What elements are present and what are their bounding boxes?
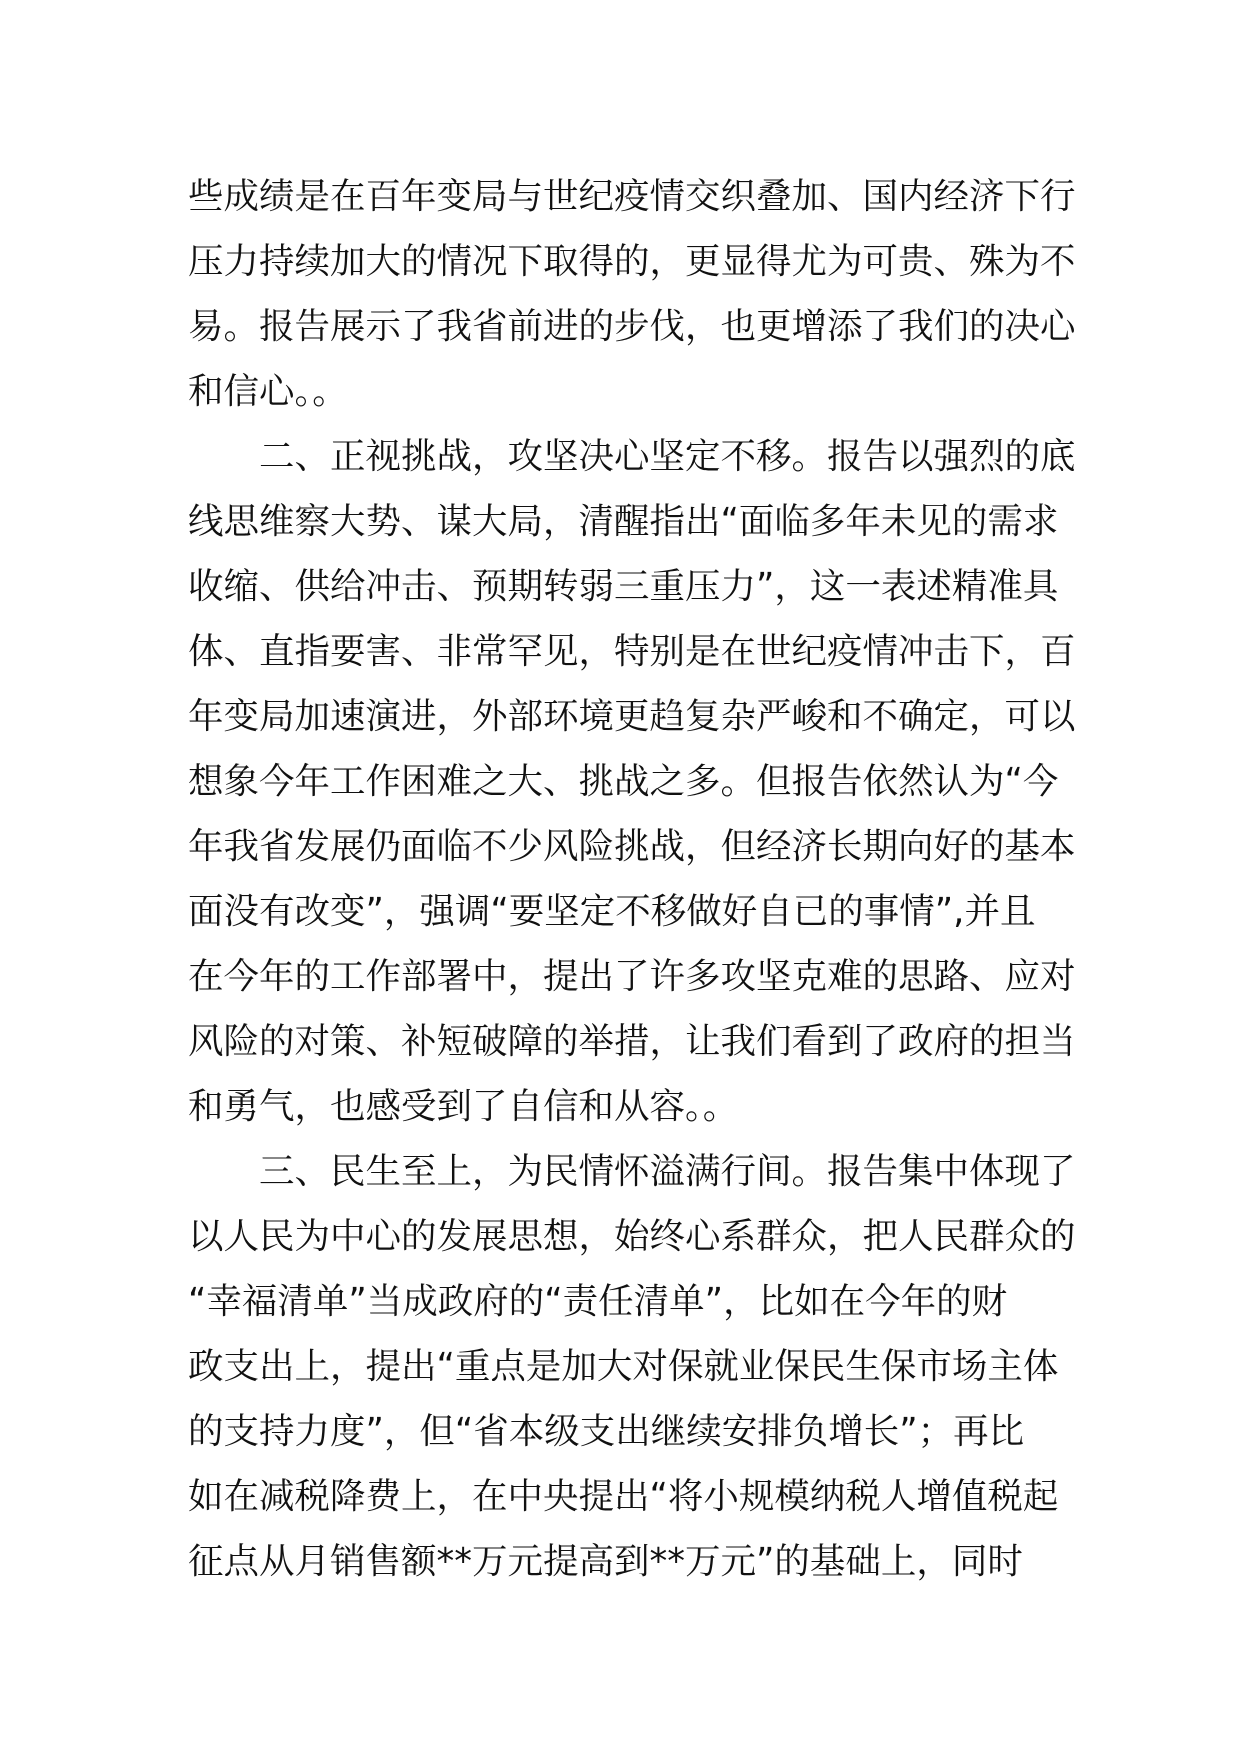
- body-text: [188, 164, 1076, 1594]
- text-line: 如在减税降费上，在中央提出“将小规模纳税人增值税起: [188, 1476, 1059, 1517]
- text-line: 年变局加速演进，外部环境更趋复杂严峻和不确定，可以: [188, 696, 1076, 737]
- text-line: 风险的对策、补短破障的举措，让我们看到了政府的担当: [188, 1021, 1076, 1062]
- text-line: 些成绩是在百年变局与世纪疫情交织叠加、国内经济下行: [188, 176, 1076, 217]
- text-line: 年我省发展仍面临不少风险挑战，但经济长期向好的基本: [188, 826, 1076, 867]
- text-line: 收缩、供给冲击、预期转弱三重压力”，这一表述精准具: [188, 566, 1059, 607]
- text-line: 想象今年工作困难之大、挑战之多。但报告依然认为“今: [188, 761, 1059, 802]
- paragraph-heading-line: 二、正视挑战，攻坚决心坚定不移。报告以强烈的底: [259, 436, 1076, 477]
- text-line: “幸福清单”当成政府的“责任清单”，比如在今年的财: [188, 1281, 1008, 1322]
- text-line: 面没有改变”，强调“要坚定不移做好自已的事情”,并且: [188, 891, 1036, 932]
- text-line: 体、直指要害、非常罕见，特别是在世纪疫情冲击下，百: [188, 631, 1076, 672]
- paragraph-heading-line: 三、民生至上，为民情怀溢满行间。报告集中体现了: [259, 1151, 1076, 1192]
- text-line: 的支持力度”，但“省本级支出继续安排负增长”；再比: [188, 1411, 1025, 1452]
- text-line: 政支出上，提出“重点是加大对保就业保民生保市场主体: [188, 1346, 1059, 1387]
- text-line: 和勇气，也感受到了自信和从容。。: [188, 1086, 739, 1127]
- text-line: 压力持续加大的情况下取得的，更显得尤为可贵、殊为不: [188, 241, 1076, 282]
- text-line: 征点从月销售额**万元提高到**万元”的基础上，同时: [188, 1541, 1023, 1582]
- text-line: 易。报告展示了我省前进的步伐，也更增添了我们的决心: [188, 306, 1076, 347]
- text-line: 和信心。。: [188, 371, 348, 412]
- text-line: 以人民为中心的发展思想，始终心系群众，把人民群众的: [188, 1216, 1076, 1257]
- text-line: 在今年的工作部署中，提出了许多攻坚克难的思路、应对: [188, 956, 1076, 997]
- text-line: 线思维察大势、谋大局，清醒指出“面临多年未见的需求: [188, 501, 1059, 542]
